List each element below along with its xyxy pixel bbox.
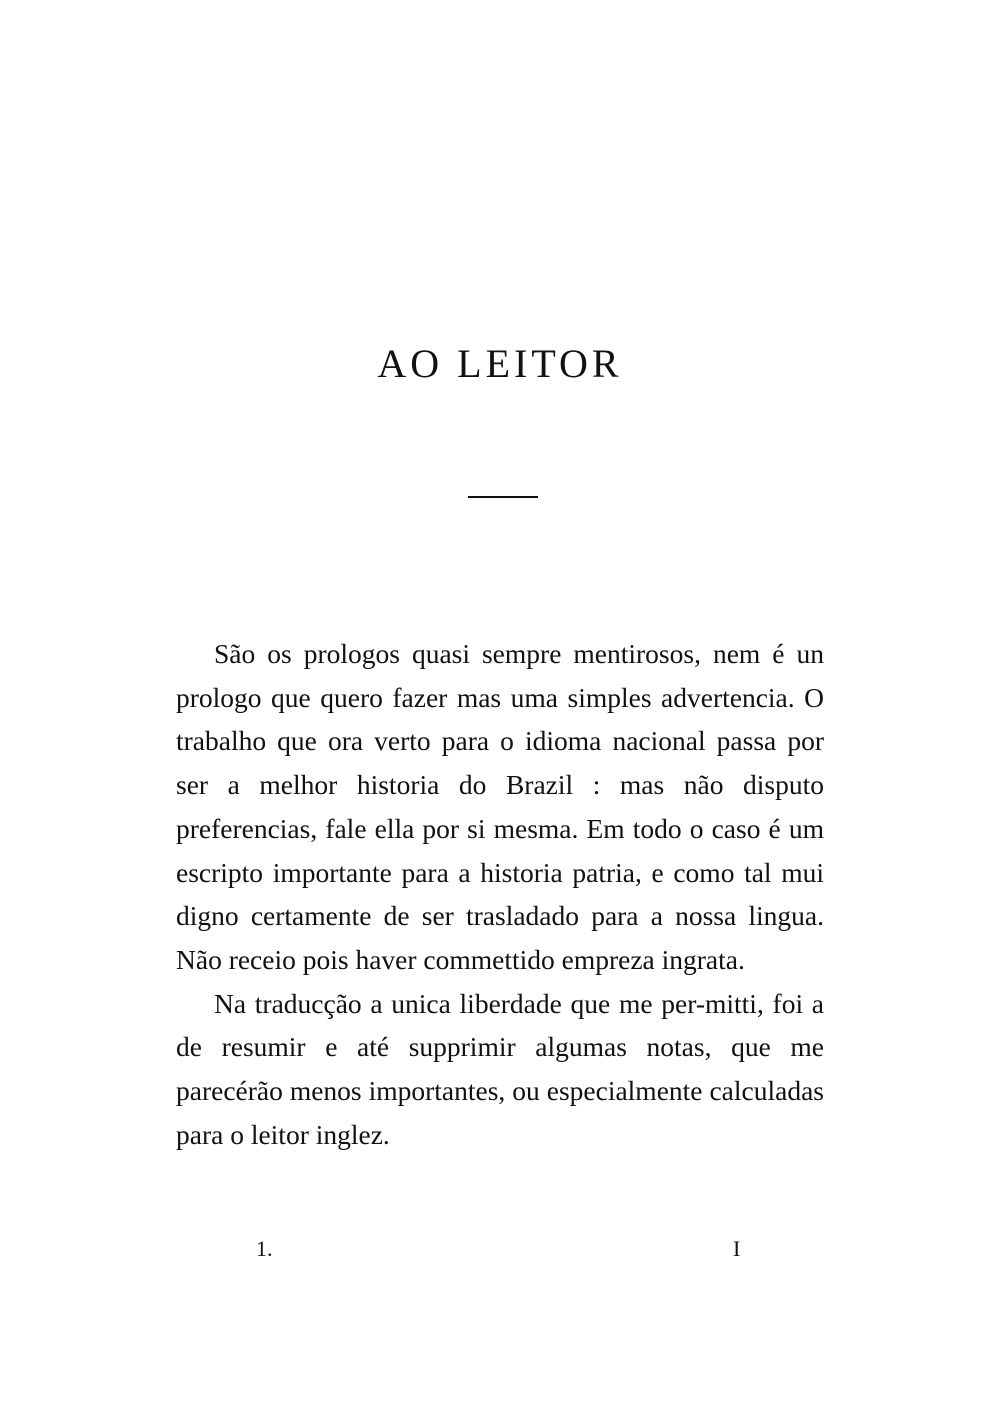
paragraph-1: São os prologos quasi sempre mentirosos, nem é un prologo que quero fazer mas uma simples advertencia. O trabalho que ora verto para o idioma nacional passa por ser a melhor historia do Brazil : mas não disputo preferencias, fale ella por si mesma. Em todo o caso é um escripto importante para a historia patria, e como tal mui digno certamente de ser trasladado para a nossa lingua. Não receio pois haver commettido empreza ingrata.	[176, 638, 824, 975]
body-text	[176, 632, 824, 1156]
signature-mark: 1.	[256, 1236, 273, 1261]
page-title: AO LEITOR	[377, 341, 623, 386]
paragraph-2: Na traducção a unica liberdade que me per-mitti, foi a de resumir e até supprimir algumas notas, que me parecérão menos importantes, ou especialmente calculadas para o leitor inglez.	[176, 987, 824, 1150]
title-divider	[468, 496, 538, 498]
page-footer	[0, 1236, 1000, 1276]
page-number: I	[733, 1236, 741, 1261]
